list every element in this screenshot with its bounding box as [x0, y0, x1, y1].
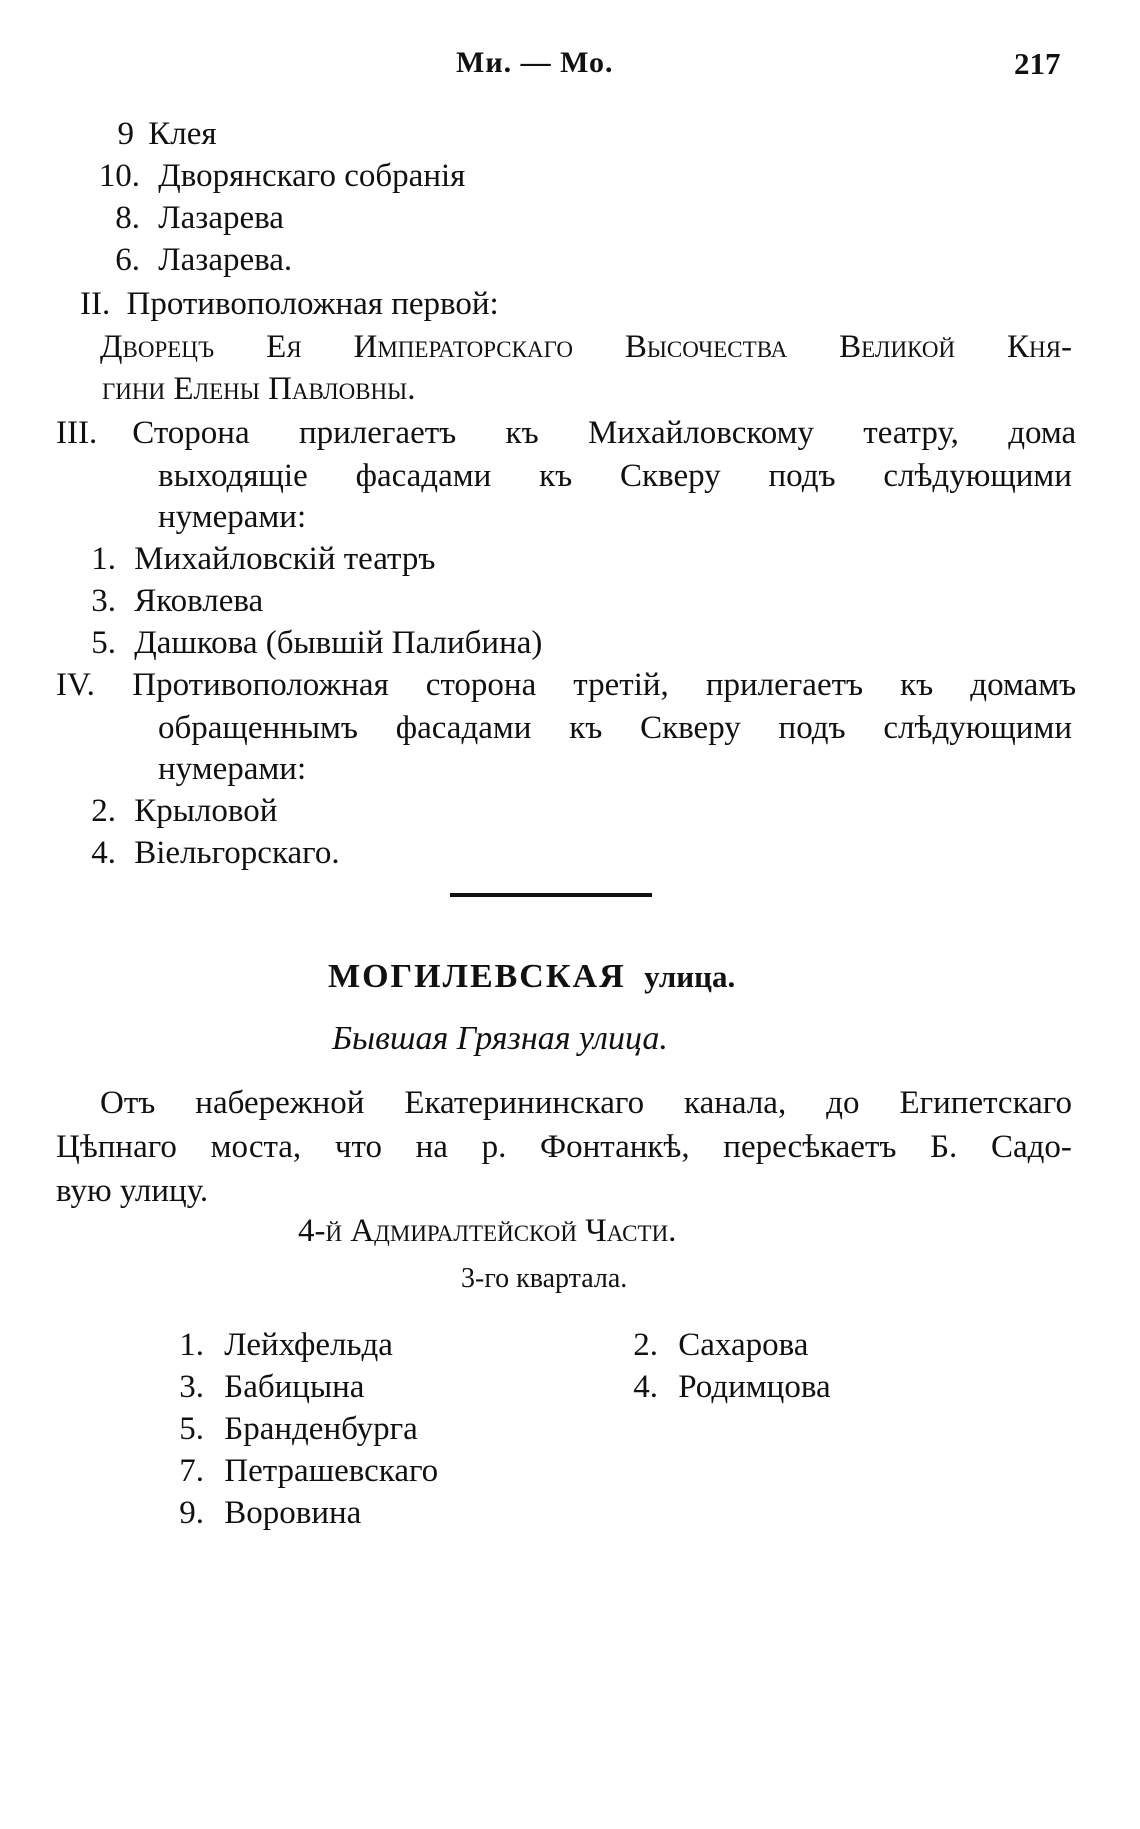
word: Ея	[266, 329, 302, 365]
word: прилегаетъ	[705, 667, 864, 703]
section-4-line	[56, 665, 1077, 705]
word: дома	[1008, 415, 1077, 451]
word: къ	[569, 710, 603, 746]
word: Садо-	[990, 1129, 1072, 1165]
roman-numeral: III.	[56, 415, 98, 451]
house-name: Яковлева	[134, 583, 264, 619]
house-name: Дворянскаго собранія	[158, 158, 466, 194]
roman-numeral: II.	[80, 286, 111, 322]
house-name: Віельгорскаго.	[134, 835, 340, 871]
word: фасадами	[355, 458, 492, 494]
house-number: 1.	[179, 1327, 204, 1363]
street-description-line	[56, 1127, 1072, 1167]
word: Великой	[839, 329, 956, 365]
word: р.	[481, 1129, 507, 1165]
running-head: Ми. — Мо.	[456, 46, 614, 79]
word: подъ	[778, 710, 846, 746]
section-3-line: нумерами:	[158, 499, 307, 535]
word: Скверу	[640, 710, 741, 746]
house-name: Лейхфельда	[224, 1327, 393, 1363]
section-text: Противоположная первой:	[126, 286, 499, 322]
list-item	[624, 1367, 831, 1407]
house-name: Петрашевскаго	[224, 1453, 439, 1489]
word: фасадами	[395, 710, 532, 746]
house-name: Бранденбурга	[224, 1411, 418, 1447]
list-item	[100, 114, 217, 154]
word: Цѣпнаго	[56, 1129, 177, 1165]
section-3-line	[158, 456, 1072, 496]
house-number: 5.	[91, 625, 116, 661]
word: Противоположная	[132, 667, 389, 703]
word: къ	[900, 667, 934, 703]
section-divider	[450, 893, 652, 897]
street-heading	[328, 958, 735, 996]
word: Фонтанкѣ,	[540, 1129, 690, 1165]
house-number: 8.	[115, 200, 140, 236]
district-heading: 4-й Адмиралтейской Части.	[298, 1213, 677, 1249]
house-number: 5.	[179, 1411, 204, 1447]
quarter-heading: 3-го квартала.	[461, 1263, 628, 1294]
word: слѣдующими	[883, 458, 1072, 494]
word: до	[826, 1085, 860, 1121]
former-street-name: Бывшая Грязная улица.	[332, 1020, 668, 1057]
word: выходящіе	[158, 458, 308, 494]
palace-line: гини Елены Павловны.	[102, 371, 416, 407]
word: Екатерининскаго	[404, 1085, 645, 1121]
section-2-heading	[80, 284, 499, 324]
word: пересѣкаетъ	[723, 1129, 897, 1165]
word: канала,	[684, 1085, 787, 1121]
word: Дворецъ	[100, 329, 215, 365]
list-item	[624, 1325, 808, 1365]
house-number: 4.	[633, 1369, 658, 1405]
list-item	[80, 833, 340, 873]
house-number: 6.	[115, 242, 140, 278]
section-4-line: нумерами:	[158, 751, 307, 787]
house-number: 9.	[179, 1495, 204, 1531]
word: Скверу	[620, 458, 721, 494]
list-item	[100, 240, 292, 280]
list-item	[80, 623, 542, 663]
word: Сторона	[132, 415, 250, 451]
list-item	[100, 198, 284, 238]
list-item	[170, 1451, 438, 1491]
house-name: Клея	[148, 116, 217, 152]
list-item	[80, 581, 263, 621]
page-number: 217	[1014, 46, 1061, 81]
house-number: 1.	[91, 541, 116, 577]
word: подъ	[768, 458, 836, 494]
word: къ	[505, 415, 539, 451]
house-name: Дашкова (бывшій Палибина)	[134, 625, 543, 661]
word: Императорскаго	[353, 329, 573, 365]
word: третій,	[573, 667, 669, 703]
word: прилегаетъ	[298, 415, 457, 451]
house-name: Воровина	[224, 1495, 362, 1531]
house-name: Бабицына	[224, 1369, 365, 1405]
list-item	[170, 1325, 393, 1365]
word: Высочества	[624, 329, 788, 365]
house-name: Лазарева	[158, 200, 284, 236]
word: моста,	[210, 1129, 302, 1165]
word: домамъ	[970, 667, 1077, 703]
street-suffix: улица.	[644, 959, 736, 994]
street-name: МОГИЛЕВСКАЯ	[328, 958, 626, 995]
word: Кня-	[1007, 329, 1072, 365]
house-name: Сахарова	[678, 1327, 809, 1363]
house-number: 3.	[179, 1369, 204, 1405]
section-3-line	[56, 413, 1077, 453]
word: къ	[539, 458, 573, 494]
list-item	[170, 1493, 361, 1533]
palace-line	[100, 327, 1072, 367]
house-number: 7.	[179, 1453, 204, 1489]
house-number: 9	[117, 116, 134, 152]
section-4-line	[158, 708, 1072, 748]
house-number: 2.	[91, 793, 116, 829]
word: театру,	[863, 415, 959, 451]
list-item	[170, 1367, 364, 1407]
word: набережной	[195, 1085, 365, 1121]
list-item	[170, 1409, 418, 1449]
word: Отъ	[100, 1085, 156, 1121]
street-description-line	[100, 1083, 1072, 1123]
word: Египетскаго	[899, 1085, 1072, 1121]
section-text	[132, 413, 1076, 453]
list-item	[80, 791, 277, 831]
street-description-line: вую улицу.	[56, 1173, 209, 1209]
house-number: 4.	[91, 835, 116, 871]
roman-numeral: IV.	[56, 667, 95, 703]
list-item	[86, 156, 465, 196]
house-name: Родимцова	[678, 1369, 831, 1405]
list-item	[80, 539, 435, 579]
word: Б.	[930, 1129, 958, 1165]
house-number: 10.	[98, 158, 140, 194]
word: слѣдующими	[883, 710, 1072, 746]
house-number: 3.	[91, 583, 116, 619]
word: на	[415, 1129, 448, 1165]
word: что	[334, 1129, 382, 1165]
house-name: Михайловскій театръ	[134, 541, 436, 577]
house-name: Лазарева.	[158, 242, 293, 278]
section-text	[132, 665, 1076, 705]
word: обращеннымъ	[158, 710, 358, 746]
house-number: 2.	[633, 1327, 658, 1363]
word: сторона	[425, 667, 537, 703]
house-name: Крыловой	[134, 793, 278, 829]
word: Михайловскому	[587, 415, 814, 451]
